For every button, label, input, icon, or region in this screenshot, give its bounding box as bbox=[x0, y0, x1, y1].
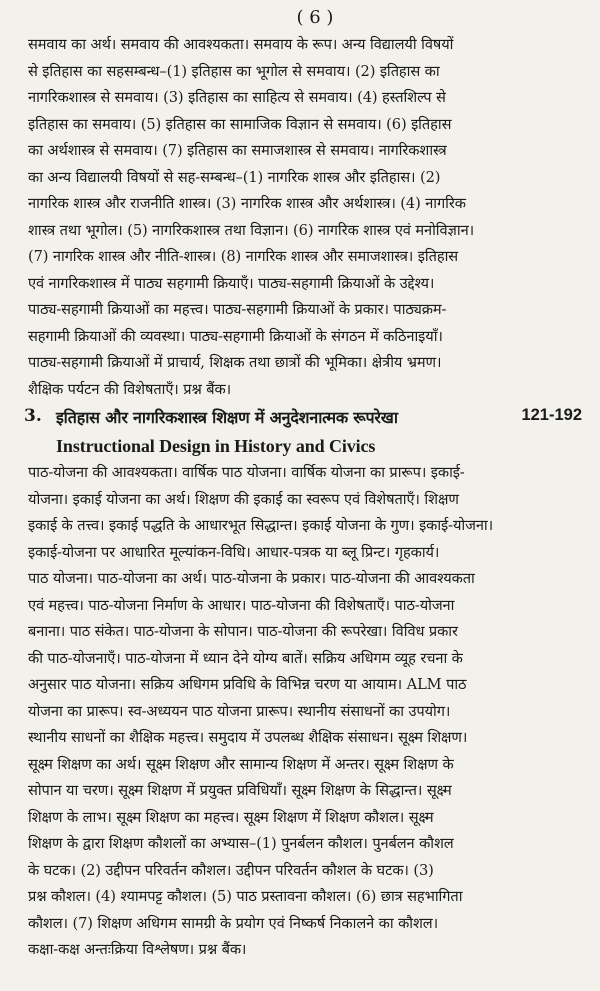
content-line: के घटक। (2) उद्दीपन परिवर्तन कौशल। उद्दीपन परिवर्तन कौशल के घटक। (3) bbox=[28, 861, 434, 879]
content-line: समवाय का अर्थ। समवाय की आवश्यकता। समवाय के रूप। अन्य विद्यालयी विषयों bbox=[28, 36, 454, 53]
content-line: (7) नागरिक शास्त्र और नीति-शास्त्र। (8) नागरिक शास्त्र और समाजशास्त्र। इतिहास bbox=[28, 248, 459, 265]
content-line: बनाना। पाठ संकेत। पाठ-योजना के सोपान। पाठ-योजना की रूपरेखा। विविध प्रकार bbox=[28, 623, 458, 640]
content-line: स्थानीय साधनों का शैक्षिक महत्त्व। समुदाय में उपलब्ध शैक्षिक संसाधन। सूक्ष्म शिक्षण। bbox=[28, 729, 468, 746]
content-line: इतिहास का समवाय। (5) इतिहास का सामाजिक विज्ञान से समवाय। (6) इतिहास bbox=[28, 115, 452, 133]
content-line: कौशल। (7) शिक्षण अधिगम सामग्री के प्रयोग एवं निष्कर्ष निकालने का कौशल। bbox=[28, 914, 439, 932]
content-line: कक्षा-कक्ष अन्तःक्रिया विश्लेषण। प्रश्न बैंक। bbox=[28, 941, 247, 958]
content-line: पाठ्य-सहगामी क्रियाओं का महत्त्व। पाठ्य-सहगामी क्रियाओं के प्रकार। पाठ्यक्रम- bbox=[28, 301, 447, 318]
section-page-range: 121-192 bbox=[521, 406, 582, 424]
content-line: शिक्षण के द्वारा शिक्षण कौशलों का अभ्यास–(1) पुनर्बलन कौशल। पुनर्बलन कौशल bbox=[28, 835, 454, 852]
content-line: पाठ्य-सहगामी क्रियाओं में प्राचार्य, शिक्षक तथा छात्रों की भूमिका। क्षेत्रीय भ्रमण। bbox=[28, 354, 442, 371]
section-number: 3. bbox=[24, 406, 42, 426]
content-line: योजना। इकाई योजना का अर्थ। शिक्षण की इकाई का स्वरूप एवं विशेषताएँ। शिक्षण bbox=[28, 490, 459, 508]
content-line: अनुसार पाठ योजना। सक्रिय अधिगम प्रविधि के विभिन्न चरण या आयाम। ALM पाठ bbox=[28, 676, 467, 693]
content-line: एवं महत्त्व। पाठ-योजना निर्माण के आधार। पाठ-योजना की विशेषताएँ। पाठ-योजना bbox=[28, 596, 455, 614]
content-line: का अर्थशास्त्र से समवाय। (7) इतिहास का समाजशास्त्र से समवाय। नागरिकशास्त्र bbox=[28, 142, 447, 159]
content-line: नागरिकशास्त्र से समवाय। (3) इतिहास का साहित्य से समवाय। (4) हस्तशिल्प से bbox=[28, 89, 446, 106]
content-line: शास्त्र तथा भूगोल। (5) नागरिकशास्त्र तथा विज्ञान। (6) नागरिक शास्त्र एवं मनोविज्ञान। bbox=[28, 221, 475, 239]
content-line: की पाठ-योजनाएँ। पाठ-योजना में ध्यान देने योग्य बातें। सक्रिय अधिगम व्यूह रचना के bbox=[28, 649, 463, 667]
section-title-hindi: इतिहास और नागरिकशास्त्र शिक्षण में अनुदेशनात्मक रूपरेखा bbox=[56, 408, 398, 427]
content-line: प्रश्न कौशल। (4) श्यामपट्ट कौशल। (5) पाठ प्रस्तावना कौशल। (6) छात्र सहभागिता bbox=[28, 888, 463, 905]
content-line: पाठ-योजना की आवश्यकता। वार्षिक पाठ योजना। वार्षिक योजना का प्रारूप। इकाई- bbox=[28, 464, 465, 481]
content-line: से इतिहास का सहसम्बन्ध–(1) इतिहास का भूगोल से समवाय। (2) इतिहास का bbox=[28, 62, 440, 80]
content-line: पाठ योजना। पाठ-योजना का अर्थ। पाठ-योजना के प्रकार। पाठ-योजना की आवश्यकता bbox=[28, 570, 475, 587]
content-line: शैक्षिक पर्यटन की विशेषताएँ। प्रश्न बैंक। bbox=[28, 380, 232, 398]
section-2-contents bbox=[28, 32, 592, 403]
content-line: एवं नागरिकशास्त्र में पाठ्य सहगामी क्रियाएँ। पाठ्य-सहगामी क्रियाओं के उद्देश्य। bbox=[28, 274, 435, 292]
content-line: सूक्ष्म शिक्षण का अर्थ। सूक्ष्म शिक्षण और सामान्य शिक्षण में अन्तर। सूक्ष्म शिक्षण के bbox=[28, 755, 454, 773]
section-3-contents bbox=[28, 460, 592, 964]
content-line: का अन्य विद्यालयी विषयों से सह-सम्बन्ध–(1) नागरिक शास्त्र और इतिहास। (2) bbox=[28, 168, 441, 186]
content-line: इकाई के तत्त्व। इकाई पद्धति के आधारभूत सिद्धान्त। इकाई योजना के गुण। इकाई-योजना। bbox=[28, 517, 494, 534]
section-title-english: Instructional Design in History and Civics bbox=[56, 436, 376, 456]
content-line: योजना का प्रारूप। स्व-अध्ययन पाठ योजना प्रारूप। स्थानीय संसाधनों का उपयोग। bbox=[28, 702, 451, 720]
content-line: नागरिक शास्त्र और राजनीति शास्त्र। (3) नागरिक शास्त्र और अर्थशास्त्र। (4) नागरिक bbox=[28, 195, 466, 212]
content-line: शिक्षण के लाभ। सूक्ष्म शिक्षण का महत्त्व। सूक्ष्म शिक्षण में शिक्षण कौशल। सूक्ष्म bbox=[28, 808, 434, 826]
section-3-heading bbox=[24, 404, 592, 434]
page-number: ( 6 ) bbox=[296, 7, 334, 28]
content-line: सहगामी क्रियाओं की व्यवस्था। पाठ्य-सहगामी क्रियाओं के संगठन में कठिनाइयाँ। bbox=[28, 327, 443, 345]
content-line: इकाई-योजना पर आधारित मूल्यांकन-विधि। आधार-पत्रक या ब्लू प्रिन्ट। गृहकार्य। bbox=[28, 543, 440, 561]
content-line: सोपान या चरण। सूक्ष्म शिक्षण में प्रयुक्त प्रविधियाँ। सूक्ष्म शिक्षण के सिद्धान्त। सूक्ष्म bbox=[28, 782, 452, 799]
